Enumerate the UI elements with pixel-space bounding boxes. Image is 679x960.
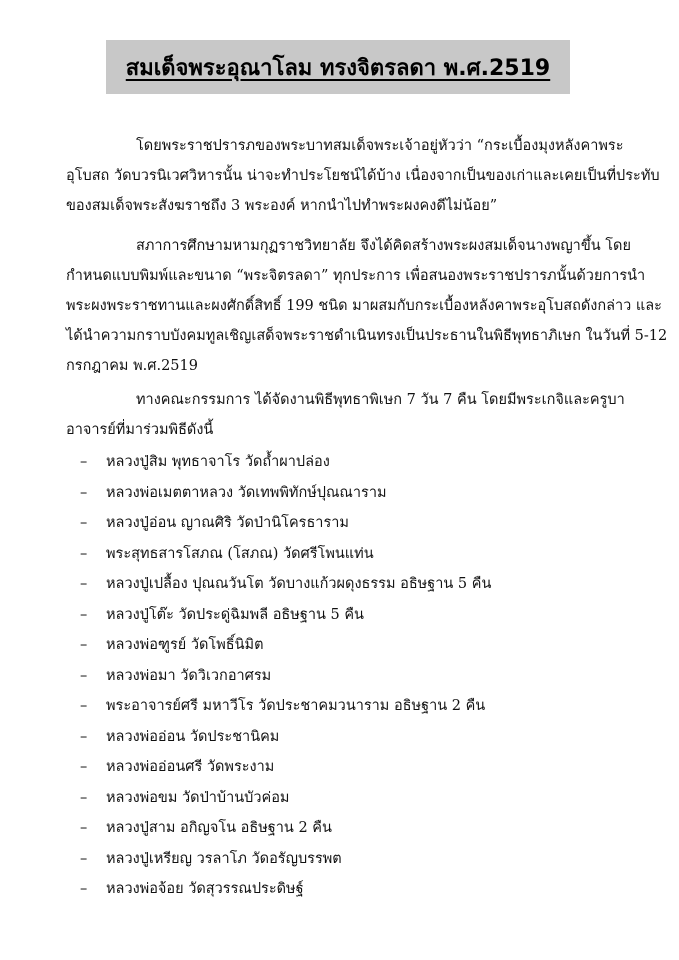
list-item xyxy=(80,874,640,905)
monk-name: หลวงพ่อมา วัดวิเวกอาศรม xyxy=(106,667,272,684)
paragraph-royal-remark xyxy=(66,131,660,221)
monk-name: หลวงพ่อฑูรย์ วัดโพธิ์นิมิต xyxy=(106,637,264,653)
monk-name: หลวงปู่อ่อน ญาณศิริ วัดป่านิโครธาราม xyxy=(106,515,349,531)
monk-name: หลวงปู่โต๊ะ วัดประดู่ฉิมพลี อธิษฐาน 5 คืน xyxy=(106,606,364,623)
monk-name: หลวงปู่เหรียญ วรลาโภ วัดอรัญบรรพต xyxy=(106,850,342,867)
list-item xyxy=(80,600,640,631)
page-title: สมเด็จพระอุณาโลม ทรงจิตรลดา พ.ศ.2519 xyxy=(125,55,551,81)
monk-name: พระอาจารย์ศรี มหาวีโร วัดประชาคมวนาราม อธิษฐาน 2 คืน xyxy=(106,698,486,714)
monk-name: หลวงพ่ออ่อนศรี วัดพระงาม xyxy=(106,759,275,775)
list-item xyxy=(80,630,640,661)
monk-name: หลวงพ่อจ้อย วัดสุวรรณประดิษฐ์ xyxy=(106,881,304,897)
paragraph-line: ได้นำความกราบบังคมทูลเชิญเสด็จพระราชดำเนินทรงเป็นประธานในพิธีพุทธาภิเษก ในวันที่ 5-12 xyxy=(66,328,668,344)
list-item xyxy=(80,478,640,509)
list-item xyxy=(80,844,640,875)
list-item xyxy=(80,813,640,844)
bullet-dash: – xyxy=(80,698,88,714)
list-item xyxy=(80,691,640,722)
bullet-dash: – xyxy=(80,606,88,623)
paragraph-line: อุโบสถ วัดบวรนิเวศวิหารนั้น น่าจะทำประโยชน์ได้บ้าง เนื่องจากเป็นของเก่าและเคยเป็นที่ประทับ xyxy=(66,168,660,184)
bullet-dash: – xyxy=(80,759,88,775)
bullet-dash: – xyxy=(80,789,88,806)
list-item xyxy=(80,569,640,600)
list-item xyxy=(80,661,640,692)
monk-name: หลวงพ่ออ่อน วัดประชานิคม xyxy=(106,728,280,745)
monk-list xyxy=(80,447,640,905)
bullet-dash: – xyxy=(80,515,88,531)
paragraph-line: กรกฎาคม พ.ศ.2519 xyxy=(66,358,198,374)
list-item xyxy=(80,539,640,570)
paragraph-line: โดยพระราชปรารภของพระบาทสมเด็จพระเจ้าอยู่หัวว่า “กระเบื้องมุงหลังคาพระ xyxy=(136,138,624,154)
paragraph-line: ทางคณะกรรมการ ได้จัดงานพิธีพุทธาพิเษก 7 วัน 7 คืน โดยมีพระเกจิและครูบา xyxy=(136,392,625,408)
monk-name: หลวงพ่อเมตตาหลวง วัดเทพพิทักษ์ปุณณาราม xyxy=(106,484,387,501)
monk-name: หลวงพ่อขม วัดป่าบ้านบัวค่อม xyxy=(106,789,290,806)
bullet-dash: – xyxy=(80,820,88,836)
bullet-dash: – xyxy=(80,576,88,592)
bullet-dash: – xyxy=(80,545,88,562)
bullet-dash: – xyxy=(80,881,88,897)
paragraph-line: อาจารย์ที่มาร่วมพิธีดังนี้ xyxy=(66,422,214,438)
bullet-dash: – xyxy=(80,637,88,653)
paragraph-line: สภาการศึกษามหามกุฏราชวิทยาลัย จึงได้คิดสร้างพระผงสมเด็จนางพญาขึ้น โดย xyxy=(136,238,631,254)
bullet-dash: – xyxy=(80,454,88,470)
paragraph-creation xyxy=(66,231,668,381)
monk-name: หลวงปู่สิม พุทธาจาโร วัดถ้ำผาปล่อง xyxy=(106,454,330,470)
title-banner xyxy=(106,40,570,94)
list-item xyxy=(80,447,640,478)
list-item xyxy=(80,783,640,814)
list-item xyxy=(80,508,640,539)
monk-name: พระสุทธสารโสภณ (โสภณ) วัดศรีโพนแท่น xyxy=(106,545,374,562)
paragraph-line: ของสมเด็จพระสังฆราชถึง 3 พระองค์ หากนำไปทำพระผงคงดีไม่น้อย” xyxy=(66,198,498,214)
bullet-dash: – xyxy=(80,484,88,501)
monk-name: หลวงปู่สาม อกิญจโน อธิษฐาน 2 คืน xyxy=(106,820,332,836)
list-item xyxy=(80,722,640,753)
bullet-dash: – xyxy=(80,667,88,684)
paragraph-line: พระผงพระราชทานและผงศักดิ์สิทธิ์ 199 ชนิด มาผสมกับกระเบื้องหลังคาพระอุโบสถดังกล่าว และ xyxy=(66,298,662,314)
bullet-dash: – xyxy=(80,728,88,745)
monk-name: หลวงปู่เปลื้อง ปุณณวันโต วัดบางแก้วผดุงธรรม อธิษฐาน 5 คืน xyxy=(106,576,492,592)
bullet-dash: – xyxy=(80,850,88,867)
paragraph-line: กำหนดแบบพิมพ์และขนาด “พระจิตรลดา” ทุกประการ เพื่อสนองพระราชปรารภนั้นด้วยการนำ xyxy=(66,268,646,284)
paragraph-ceremony xyxy=(66,385,646,445)
list-item xyxy=(80,752,640,783)
